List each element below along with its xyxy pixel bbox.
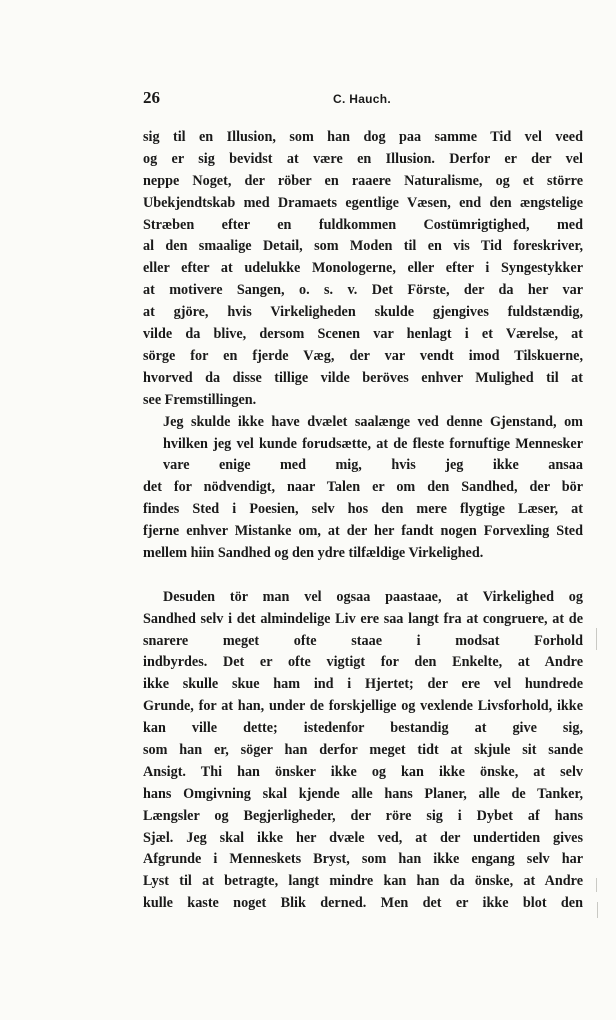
text-line: indbyrdes. Det er ofte vigtigt for den Enkelte, at Andre <box>143 654 583 671</box>
margin-mark <box>596 878 597 892</box>
text-line: og er sig bevidst at være en Illusion. Derfor er der vel <box>143 150 583 167</box>
running-head <box>143 88 583 110</box>
text-line: kulle kaste noget Blik derned. Men det er ikke blot den <box>143 895 583 912</box>
text-line: findes Sted i Poesien, selv hos den mere flygtige Læser, at <box>143 501 583 518</box>
margin-mark <box>596 628 597 650</box>
text-line: Sjæl. Jeg skal ikke her dvæle ved, at der undertiden gives <box>143 829 583 846</box>
text-line: Jeg skulde ikke have dvælet saalænge ved denne Gjenstand, om hvilken jeg vel kunde forudsætte, at de fleste fornuftige Mennesker vare enige med mig, hvis jeg ikke ansaa <box>163 413 583 474</box>
page-number: 26 <box>143 88 160 107</box>
text-line: Desuden tör man vel ogsaa paastaae, at Virkelighed og <box>163 588 583 605</box>
text-line: Længsler og Begjerligheder, der röre sig i Dybet af hans <box>143 807 583 824</box>
text-line: sig til en Illusion, som han dog paa samme Tid vel veed <box>143 129 583 145</box>
text-line: som han er, söger han derfor meget tidt at skjule sit sande <box>143 742 583 759</box>
text-line: hvorved da disse tillige vilde beröves enhver Mulighed til at <box>143 369 583 386</box>
running-head-author: C. Hauch. <box>333 92 392 106</box>
text-line: Ansigt. Thi han önsker ikke og kan ikke önske, at selv <box>143 763 583 780</box>
text-line: at gjöre, hvis Virkeligheden skulde gjengives fuldstændig, <box>143 304 583 321</box>
text-line: neppe Noget, der röber en raaere Naturalisme, og et större <box>143 172 583 189</box>
text-line: det for nödvendigt, naar Talen er om den Sandhed, der bör <box>143 479 583 496</box>
text-line: see Fremstillingen. <box>143 391 257 408</box>
body-text <box>143 127 583 915</box>
text-line: Sandhed selv i det almindelige Liv ere saa langt fra at congruere, at de snarere meget ofte staae i modsat Forhold <box>143 610 583 649</box>
text-line: fjerne enhver Mistanke om, at der her fandt nogen Forvexling Sted mellem hiin Sandhed og den ydre tilfældige Virkelighed. <box>143 523 583 561</box>
text-line: Lyst til at betragte, langt mindre kan han da önske, at Andre <box>143 873 583 890</box>
margin-mark <box>597 902 598 918</box>
text-line: sörge for en fjerde Væg, der var vendt imod Tilskuerne, <box>143 347 583 364</box>
text-line: al den smaalige Detail, som Moden til en vis Tid foreskriver, <box>143 238 583 255</box>
text-line: Ubekjendtskab med Dramaets egentlige Væsen, end den ængstelige Stræben efter en fuldkommen Costümrigtighed, med <box>143 194 583 233</box>
text-line: Afgrunde i Menneskets Bryst, som han ikke engang selv har <box>143 851 583 868</box>
text-line: hans Omgivning skal kjende alle hans Planer, alle de Tanker, <box>143 785 583 802</box>
text-line: ikke skulle skue ham ind i Hjertet; der ere vel hundrede <box>143 676 583 693</box>
text-line: Grunde, for at han, under de forskjellige og vexlende Livsforhold, ikke kan ville dette; istedenfor bestandig at give sig, <box>143 698 583 737</box>
text-line: vilde da blive, dersom Scenen var henlagt i et Værelse, at <box>143 326 583 343</box>
text-line: at motivere Sangen, o. s. v. Det Förste, der da her var <box>143 282 583 299</box>
text-line: eller efter at udelukke Monologerne, eller efter i Syngestykker <box>143 260 583 277</box>
